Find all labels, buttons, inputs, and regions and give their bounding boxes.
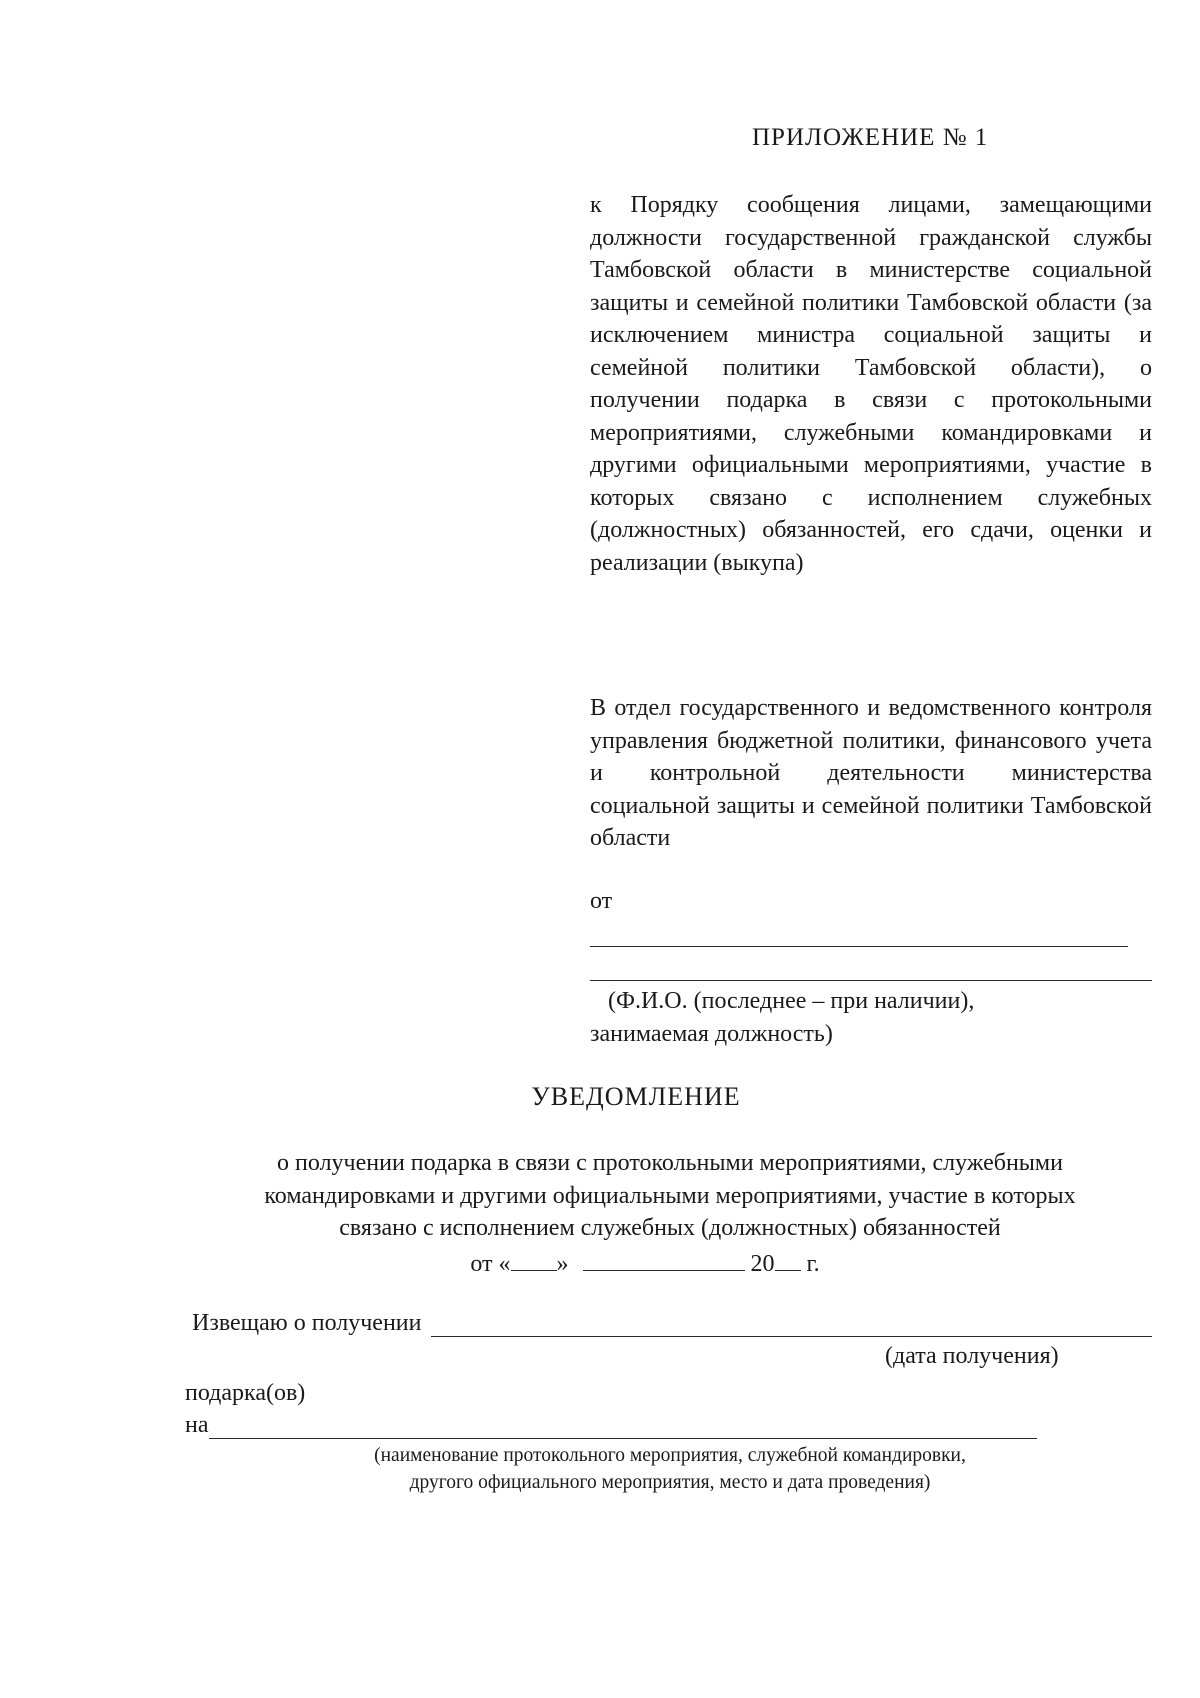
on-label: на xyxy=(185,1412,209,1438)
from-label: от xyxy=(590,888,613,914)
event-caption-line1: (наименование протокольного мероприятия, служебной командировки, xyxy=(374,1445,966,1466)
fio-caption-line1: (Ф.И.О. (последнее – при наличии), xyxy=(608,988,975,1014)
appendix-title: ПРИЛОЖЕНИЕ № 1 xyxy=(752,124,989,151)
notify-row xyxy=(192,1310,1152,1337)
year-prefix: 20 xyxy=(750,1251,775,1277)
date-suffix: г. xyxy=(806,1251,820,1277)
month-blank[interactable] xyxy=(583,1250,745,1271)
date-prefix: от « xyxy=(470,1251,511,1277)
date-quote-close: » xyxy=(556,1251,569,1277)
subject-line-3: связано с исполнением служебных (должностных) обязанностей xyxy=(339,1215,1001,1241)
notice-subject xyxy=(180,1147,1160,1245)
gifts-label: подарка(ов) xyxy=(185,1380,306,1406)
event-caption-line2: другого официального мероприятия, место и дата проведения) xyxy=(409,1472,931,1493)
date-received-caption: (дата получения) xyxy=(885,1343,1059,1369)
notice-date-line xyxy=(0,1250,1200,1278)
sender-position-line[interactable] xyxy=(590,980,1152,981)
fio-caption-line2: занимаемая должность) xyxy=(590,1021,833,1047)
addressee-department: В отдел государственного и ведомственного контроля управления бюджетной политики, финансового учета и контрольной деятельности министерства социальной защиты и семейной политики Тамбовской области xyxy=(590,695,1152,851)
subject-line-2: командировками и другими официальными мероприятиями, участие в которых xyxy=(264,1182,1076,1209)
notify-label: Извещаю о получении xyxy=(192,1310,422,1336)
subject-line-1: о получении подарка в связи с протокольными мероприятиями, служебными xyxy=(277,1150,1063,1176)
event-caption xyxy=(260,1442,1080,1496)
notice-title: УВЕДОМЛЕНИЕ xyxy=(531,1082,741,1111)
event-name-field[interactable] xyxy=(209,1416,1038,1439)
event-row xyxy=(185,1412,1037,1439)
date-received-field[interactable] xyxy=(431,1312,1152,1337)
order-reference-text: к Порядку сообщения лицами, замещающими должности государственной гражданской службы Тамбовской области в министерстве социальной защиты и семейной политики Тамбовской области (за исключением министра социальной защиты и семейной политики Тамбовской области), о получении подарка в связи с протокольными мероприятиями, служебными командировками и другими официальными мероприятиями, участие в которых связано с исполнением служебных (должностных) обязанностей, его сдачи, оценки и реализации (выкупа) xyxy=(590,192,1152,576)
notice-title-row xyxy=(0,1082,1200,1112)
fio-caption xyxy=(590,985,1152,1051)
sender-name-line[interactable] xyxy=(590,946,1128,947)
year-blank[interactable] xyxy=(775,1250,801,1271)
day-blank[interactable] xyxy=(511,1250,557,1271)
